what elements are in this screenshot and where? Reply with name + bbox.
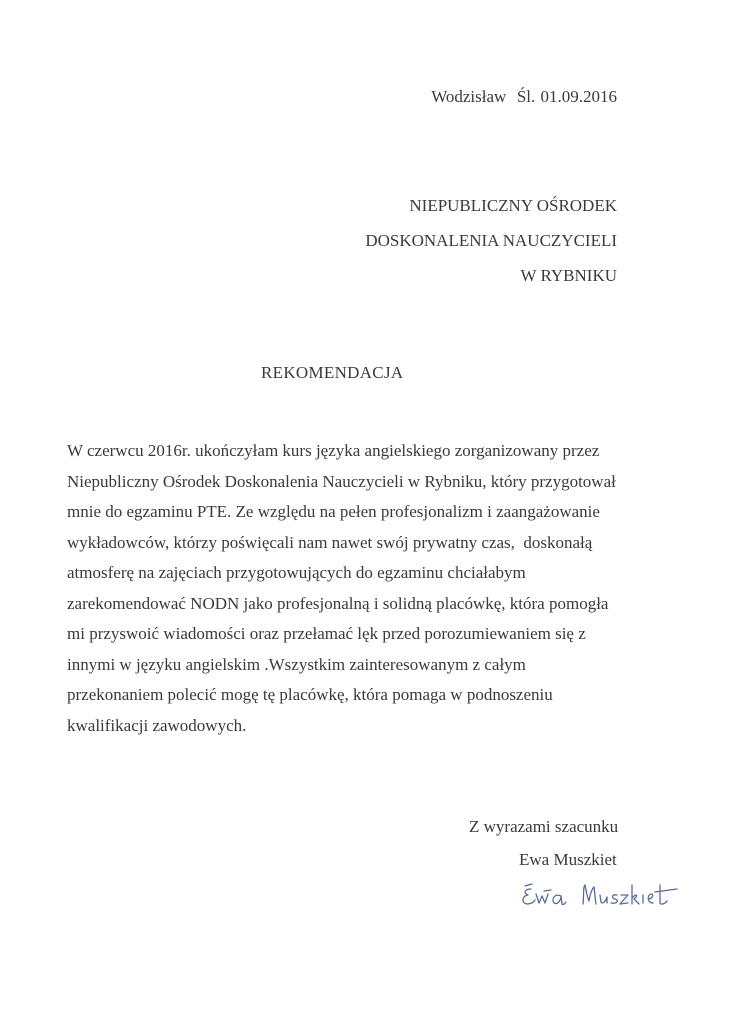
addressee-line: DOSKONALENIA NAUCZYCIELI xyxy=(365,231,617,250)
addressee-line: NIEPUBLICZNY OŚRODEK xyxy=(409,196,617,215)
letter-title: REKOMENDACJA xyxy=(261,363,404,382)
body-line: mnie do egzaminu PTE. Ze względu na pełen profesjonalizm i zaangażowanie xyxy=(67,502,600,521)
body-line: zarekomendować NODN jako profesjonalną i solidną placówkę, która pomogła xyxy=(67,593,609,613)
addressee-line: W RYBNIKU xyxy=(520,266,617,285)
sender-name: Ewa Muszkiet xyxy=(519,850,617,869)
body-line: atmosferę na zajęciach przygotowujących do egzaminu chciałabym xyxy=(67,563,526,582)
letter-body xyxy=(67,436,667,741)
body-line: przekonaniem polecić mogę tę placówkę, która pomaga w podnoszeniu xyxy=(67,685,553,704)
body-line: mi przyswoić wiadomości oraz przełamać lęk przed porozumiewaniem się z xyxy=(67,624,586,643)
closing-salutation: Z wyrazami szacunku xyxy=(469,817,619,836)
body-line: W czerwcu 2016r. ukończyłam kurs języka angielskiego zorganizowany przez xyxy=(67,441,600,460)
body-line: kwalifikacji zawodowych. xyxy=(67,715,247,735)
handwritten-signature-icon xyxy=(515,877,695,917)
addressee-block xyxy=(365,188,617,293)
place-and-date: Wodzisław Śl. 01.09.2016 xyxy=(431,87,617,106)
body-line: Niepubliczny Ośrodek Doskonalenia Nauczycieli w Rybniku, który przygotował xyxy=(67,471,616,491)
body-line: wykładowców, którzy poświęcali nam nawet swój prywatny czas, doskonałą xyxy=(67,532,593,552)
body-line: innymi w języku angielskim .Wszystkim zainteresowanym z całym xyxy=(67,654,526,674)
